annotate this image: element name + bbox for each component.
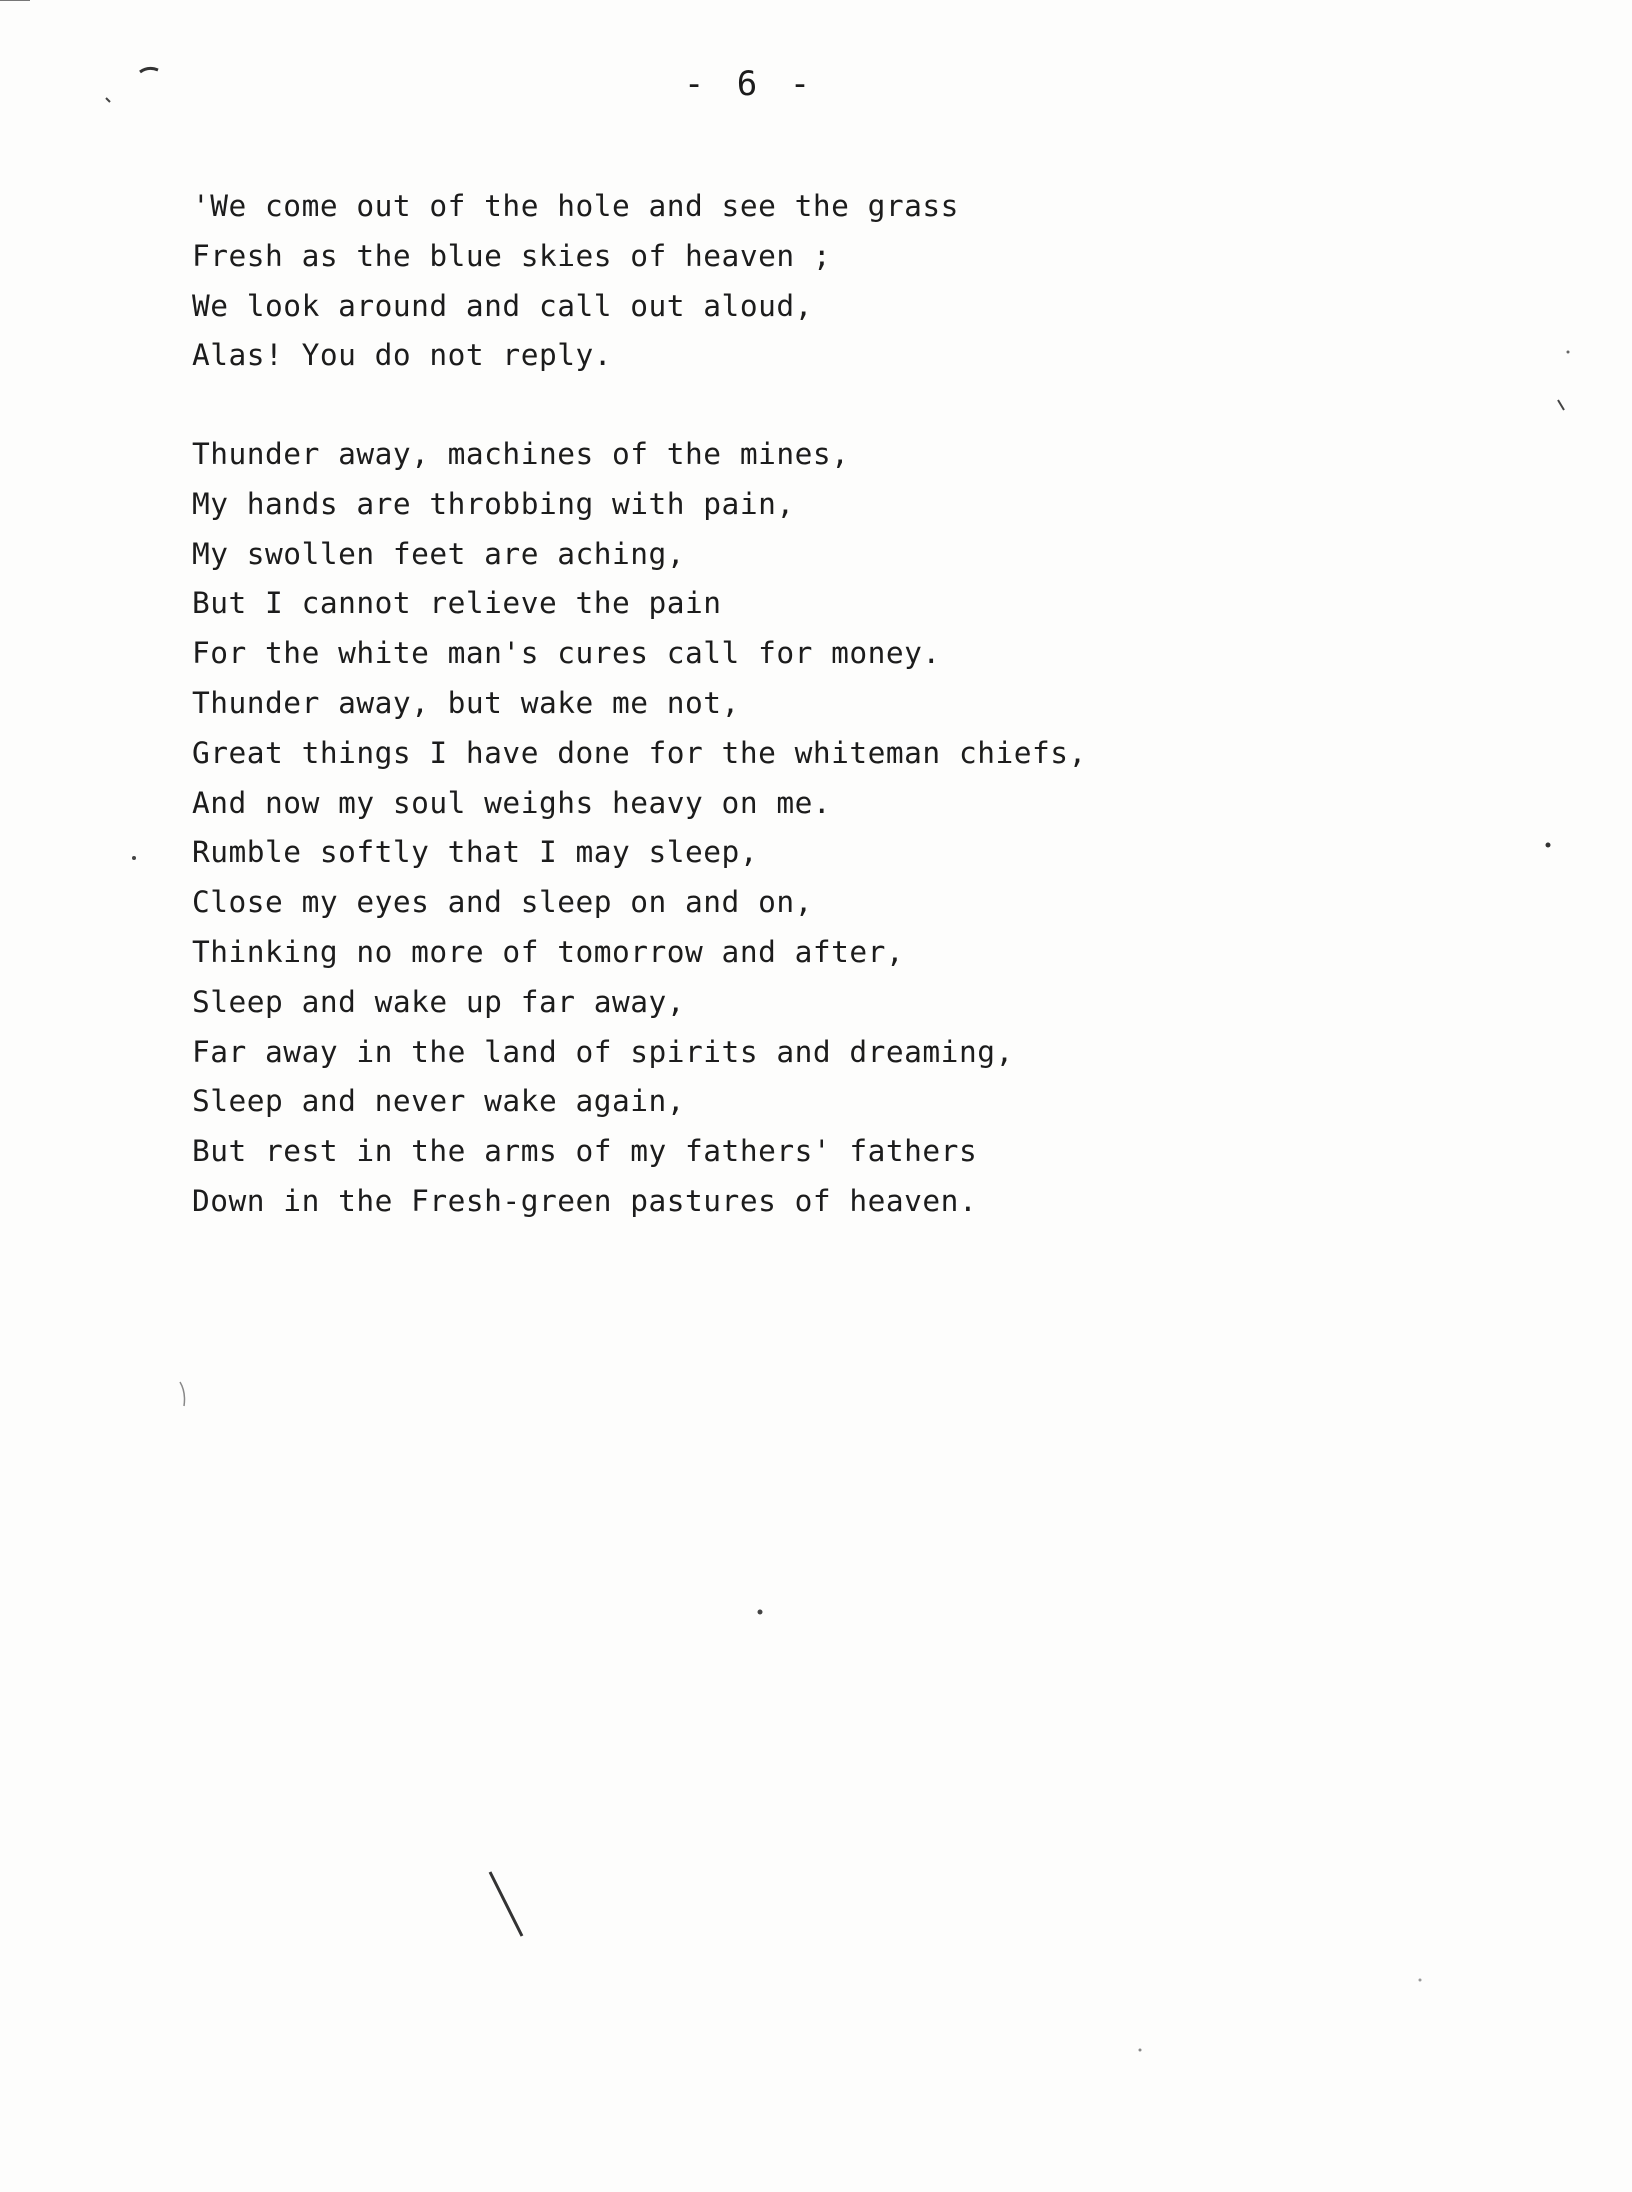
poem-line: But I cannot relieve the pain — [192, 586, 722, 621]
poem-line: Great things I have done for the whiteman chiefs, — [192, 735, 1087, 770]
poem-line: My swollen feet are aching, — [192, 536, 686, 571]
poem-line: Down in the Fresh-green pastures of heaven. — [192, 1183, 978, 1218]
page-number: - 6 - — [683, 64, 817, 104]
poem-line: Thunder away, machines of the mines, — [192, 437, 850, 471]
stanza — [192, 182, 959, 381]
poem-line: For the white man's cures call for money. — [192, 636, 941, 671]
poem-line: Close my eyes and sleep on and on, — [192, 885, 813, 920]
poem-line: And now my soul weighs heavy on me. — [192, 785, 832, 820]
poem-line: My hands are throbbing with pain, — [192, 486, 795, 521]
poem-line: Rumble softly that I may sleep, — [192, 835, 759, 870]
poem-line: Thinking no more of tomorrow and after, — [192, 934, 905, 969]
poem-line: Sleep and wake up far away, — [192, 984, 686, 1019]
poem-line: We look around and call out aloud, — [192, 288, 813, 323]
poem-line: Alas! You do not reply. — [192, 338, 612, 373]
poem-line: Sleep and never wake again, — [192, 1084, 686, 1119]
poem-line: Fresh as the blue skies of heaven ; — [192, 238, 832, 273]
stanza — [192, 430, 1087, 1227]
poem-line: But rest in the arms of my fathers' fathers — [192, 1134, 978, 1169]
poem-line: Thunder away, but wake me not, — [192, 685, 740, 720]
poem-line: 'We come out of the hole and see the grass — [192, 189, 959, 223]
poem-line: Far away in the land of spirits and dreaming, — [192, 1034, 1014, 1069]
